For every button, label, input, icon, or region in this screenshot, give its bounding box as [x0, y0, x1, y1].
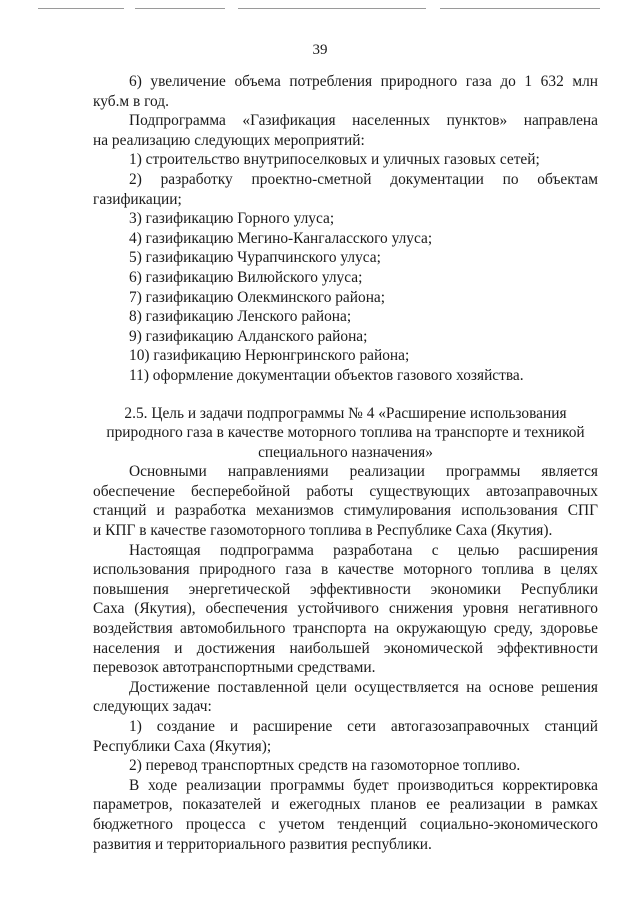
text-line: Подпрограмма «Газификация населенных пунктов» направлена	[129, 112, 598, 130]
text-line: 6) увеличение объема потребления природного газа до 1 632 млн	[129, 73, 598, 90]
list-item: 3) газификацию Горного улуса;	[129, 210, 335, 228]
list-item: 11) оформление документации объектов газового хозяйства.	[129, 366, 524, 384]
list-item: 1) строительство внутрипоселковых и уличных газовых сетей;	[129, 151, 540, 169]
list-item: 2) перевод транспортных средств на газомоторное топливо.	[129, 757, 521, 775]
text-line: станций и разработка механизмов стимулирования использования СПГ	[93, 502, 598, 520]
list-item: 5) газификацию Чурапчинского улуса;	[129, 249, 381, 267]
list-item: 9) газификацию Алданского района;	[129, 327, 368, 345]
text-line: развития и территориального развития республики.	[93, 835, 432, 853]
text-line: перевозок автотранспортными средствами.	[93, 659, 376, 677]
scan-edge-line	[38, 8, 124, 9]
text-line: следующих задач:	[93, 698, 212, 716]
text-line: Основными направлениями реализации программы является	[129, 463, 598, 481]
list-item: газификации;	[93, 190, 182, 208]
list-item: 10) газификацию Нерюнгринского района;	[129, 347, 410, 365]
list-item: 8) газификацию Ленского района;	[129, 308, 352, 326]
text-line: использования природного газа в качестве моторного топлива в целях	[93, 561, 598, 579]
text-line: обеспечение бесперебойной работы существующих автозаправочных	[93, 482, 598, 500]
list-item: 7) газификацию Олекминского района;	[129, 288, 386, 306]
list-item: 6) газификацию Вилюйского улуса;	[129, 268, 363, 286]
section-title	[93, 404, 598, 463]
text-line: бюджетного процесса с учетом тенденций социально-экономического	[93, 815, 598, 833]
text-line: Достижение поставленной цели осуществляется на основе решения	[129, 678, 598, 696]
scan-edge-line	[238, 8, 426, 9]
text-line: Настоящая подпрограмма разработана с целью расширения	[129, 541, 598, 559]
text-line: на реализацию следующих мероприятий:	[93, 131, 365, 149]
text-line: куб.м в год.	[93, 92, 169, 110]
section-title-line: 2.5. Цель и задачи подпрограммы № 4 «Расширение использования	[124, 404, 567, 422]
list-item: 4) газификацию Мегино-Кангаласского улуса;	[129, 229, 433, 247]
list-item: 1) создание и расширение сети автогазозаправочных станций	[129, 718, 598, 735]
section-title-line: природного газа в качестве моторного топлива на транспорте и техникой	[106, 424, 585, 442]
text-line: параметров, показателей и ежегодных планов ее реализации в рамках	[93, 796, 598, 814]
document-body	[93, 72, 598, 854]
scan-edge-line	[135, 8, 225, 9]
page-number: 39	[312, 42, 328, 58]
text-line: повышения энергетической эффективности экономики Республики	[93, 580, 598, 598]
scan-edge-line	[440, 8, 600, 9]
text-line: населения и достижения наибольшей экономической эффективности	[93, 639, 598, 657]
text-line: воздействия автомобильного транспорта на окружающую среду, здоровье	[93, 620, 598, 638]
section-title-line: специального назначения»	[258, 443, 433, 461]
list-item: Республики Саха (Якутия);	[93, 737, 272, 755]
text-line: и КПГ в качестве газомоторного топлива в Республике Саха (Якутия).	[93, 522, 553, 540]
text-line: Саха (Якутия), обеспечения устойчивого снижения уровня негативного	[93, 600, 598, 618]
list-item: 2) разработку проектно-сметной документации по объектам	[129, 170, 598, 188]
text-line: В ходе реализации программы будет производиться корректировка	[129, 776, 598, 794]
